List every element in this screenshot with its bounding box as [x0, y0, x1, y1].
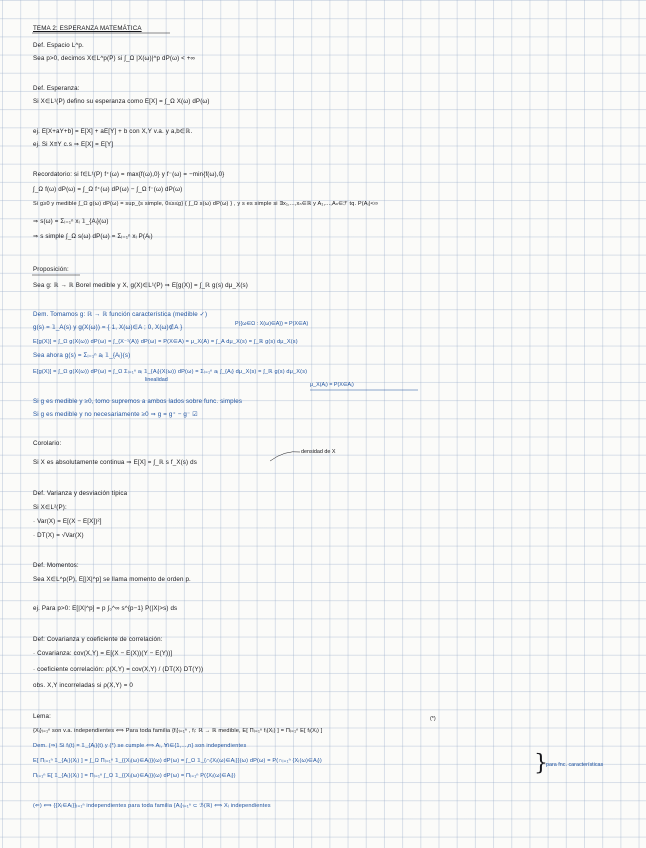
- def-momentos-example: ej. Para p>0: E[|X|^p] = p ∫₀^∞ s^{p−1} P(|X|>s) ds: [33, 605, 178, 612]
- lema-brace-note: para fnc. características: [546, 762, 604, 768]
- esperanza-example-linearity: ej. E[X+aY+b] = E[X] + aE[Y] + b con X,Y v.a. y a,b∈ℝ.: [33, 128, 193, 135]
- lema-dem-4: (⇐) ⟺ {{Xᵢ∈Aᵢ}}ᵢ₌₁ⁿ independientes para toda familia {Aᵢ}ᵢ₌₁ⁿ ⊂ ℬ(ℝ) ⟺ Xᵢ independientes: [33, 803, 271, 809]
- density-arrow: [270, 452, 300, 461]
- esperanza-example-as: ej. Si X≡Y c.s ⇒ E[X] = E[Y]: [33, 141, 114, 148]
- corolario-heading: Corolario:: [33, 440, 62, 447]
- proposicion-statement: Sea g: ℝ → ℝ Borel medible y X, g(X)∈L¹(P) ⇒ E[g(X)] = ∫_ℝ g(s) dμ_X(s): [33, 282, 249, 289]
- demostracion-line-1: Dem. Tomamos g: ℝ → ℝ función característica (medible ✓): [33, 311, 208, 318]
- demostracion-line-2a: g(s) = 𝟙_A(s) y g(X(ω)) = { 1, X(ω)∈A ; 0, X(ω)∉A }: [33, 324, 183, 331]
- lema-dem-3: Πᵢ₌₁ⁿ E[ 𝟙_{Aᵢ}(Xᵢ) ] = Πᵢ₌₁ⁿ ∫_Ω 𝟙_{{Xᵢ(ω)∈Aᵢ}}(ω) dP(ω) = Πᵢ₌₁ⁿ P({Xᵢ(ω)∈Aᵢ}): [33, 773, 236, 779]
- demostracion-line-2b: P({ω∈Ω : X(ω)∈A}) = P(X∈A): [235, 321, 309, 327]
- def-lp-text: Sea p>0, decimos X∈L^p(P) si ∫_Ω |X(ω)|^p dP(ω) < +∞: [33, 55, 196, 62]
- lema-dem-2: E[ Πᵢ₌₁ⁿ 𝟙_{Aᵢ}(Xᵢ) ] = ∫_Ω Πᵢ₌₁ⁿ 𝟙_{{Xᵢ(ω)∈Aᵢ}}(ω) dP(ω) = ∫_Ω 𝟙_{∩{Xᵢ(ω)∈Aᵢ}}(ω) dP(ω) = P(∩ᵢ₌₁ⁿ {Xᵢ(ω)∈Aᵢ}): [33, 758, 322, 764]
- def-covarianza-obs: obs. X,Y incorreladas si ρ(X,Y) = 0: [33, 682, 133, 689]
- demostracion-line-5: E[g(X)] = ∫_Ω g(X(ω)) dP(ω) = ∫_Ω Σᵢ₌₁ⁿ aᵢ 𝟙_{Aᵢ}(X(ω)) dP(ω) = Σᵢ₌₁ⁿ aᵢ ∫_{Aᵢ} dμ_X(s) = ∫_ℝ g(s) dμ_X(s): [33, 369, 308, 375]
- corolario-statement: Si X es absolutamente continua ⇒ E[X] = ∫_ℝ s f_X(s) ds: [33, 459, 197, 466]
- def-lp-heading: Def. Espacio L^p.: [33, 42, 84, 49]
- recordatorio-line-5: ⇒ s simple ∫_Ω s(ω) dP(ω) = Σᵢ₌₁ⁿ xᵢ P(Aᵢ): [33, 233, 153, 240]
- recordatorio-line-4: ⇒ s(ω) = Σᵢ₌₁ⁿ xᵢ 𝟙_{Aᵢ}(ω): [33, 218, 109, 225]
- def-momentos-heading: Def. Momentos:: [33, 562, 79, 569]
- def-varianza-dt: · DT(X) = √Var(X): [33, 532, 84, 539]
- def-esperanza-heading: Def. Esperanza:: [33, 85, 80, 92]
- def-covarianza-cov: · Covarianza: cov(X,Y) = E[(X − E(X))(Y − E(Y))]: [33, 650, 173, 657]
- def-varianza-condition: Si X∈L²(P):: [33, 504, 67, 511]
- demostracion-line-6: Si g es medible y ≥0, tomo supremos a ambos lados sobre func. simples: [33, 398, 243, 405]
- recordatorio-line-2: ∫_Ω f(ω) dP(ω) = ∫_Ω f⁺(ω) dP(ω) − ∫_Ω f⁻(ω) dP(ω): [33, 186, 183, 193]
- demostracion-line-3: E[g(X)] = ∫_Ω g(X(ω)) dP(ω) = ∫_{X⁻¹(A)} dP(ω) = P(X∈A) = μ_X(A) = ∫_A dμ_X(s) = ∫_ℝ g(s) dμ_X(s): [33, 339, 298, 345]
- lema-star-marker: (*): [430, 716, 436, 722]
- def-varianza-heading: Def. Varianza y desviación típica: [33, 490, 128, 497]
- proposicion-heading: Proposición:: [33, 266, 69, 273]
- lema-heading: Lema:: [33, 713, 51, 720]
- recordatorio-line-1: Recordatorio: si f∈L¹(P) f⁺(ω) = max{f(ω),0} y f⁻(ω) = −min{f(ω),0}: [33, 171, 225, 178]
- def-esperanza-text: Si X∈L¹(P) defino su esperanza como E[X] = ∫_Ω X(ω) dP(ω): [33, 98, 210, 105]
- lema-statement: {Xᵢ}ᵢ₌₁ⁿ son v.a. independientes ⟺ Para toda familia {fᵢ}ᵢ₌₁ⁿ , fᵢ: ℝ → ℝ medible, E[ Πᵢ₌₁ⁿ fᵢ(Xᵢ) ] = Πᵢ₌₁ⁿ E[ fᵢ(Xᵢ) ]: [33, 728, 323, 734]
- def-varianza-var: · Var(X) = E[(X − E[X])²]: [33, 518, 102, 525]
- def-covarianza-rho: · coeficiente correlación: ρ(X,Y) = cov(X,Y) / (DT(X) DT(Y)): [33, 666, 204, 673]
- demostracion-line-7: Si g es medible y no necesariamente ≥0 ⇒ g = g⁺ − g⁻ ☑: [33, 411, 198, 418]
- def-covarianza-heading: Def: Covarianza y coeficiente de correlación:: [33, 636, 163, 643]
- density-note: densidad de X: [301, 449, 336, 455]
- lema-brace: }: [534, 751, 548, 776]
- linearity-note: linealidad: [145, 377, 168, 383]
- measure-note: μ_X(Aᵢ) = P(X∈Aᵢ): [310, 382, 354, 388]
- document-title: TEMA 2: ESPERANZA MATEMÁTICA: [33, 25, 142, 32]
- demostracion-line-4: Sea ahora g(s) = Σᵢ₌₁ⁿ aᵢ 𝟙_{Aᵢ}(s): [33, 352, 131, 359]
- recordatorio-line-3: Si g≥0 y medible ∫_Ω g(ω) dP(ω) = sup_{s simple, 0≤s≤g} { ∫_Ω s(ω) dP(ω) } , y s es simple si ∃x₁,...,xₙ∈ℝ y A₁,...,Aₙ∈ℱ tq. P(Aᵢ)<∞: [33, 201, 379, 207]
- def-momentos-text: Sea X∈L^p(P), E[|X|^p] se llama momento de orden p.: [33, 576, 191, 583]
- lema-dem-1: Dem. (⇒) Si fᵢ(t) = 𝟙_{Aᵢ}(t) y (*) se cumple ⟺ Aᵢ, ∀i∈{1,...,n} son independientes: [33, 743, 247, 749]
